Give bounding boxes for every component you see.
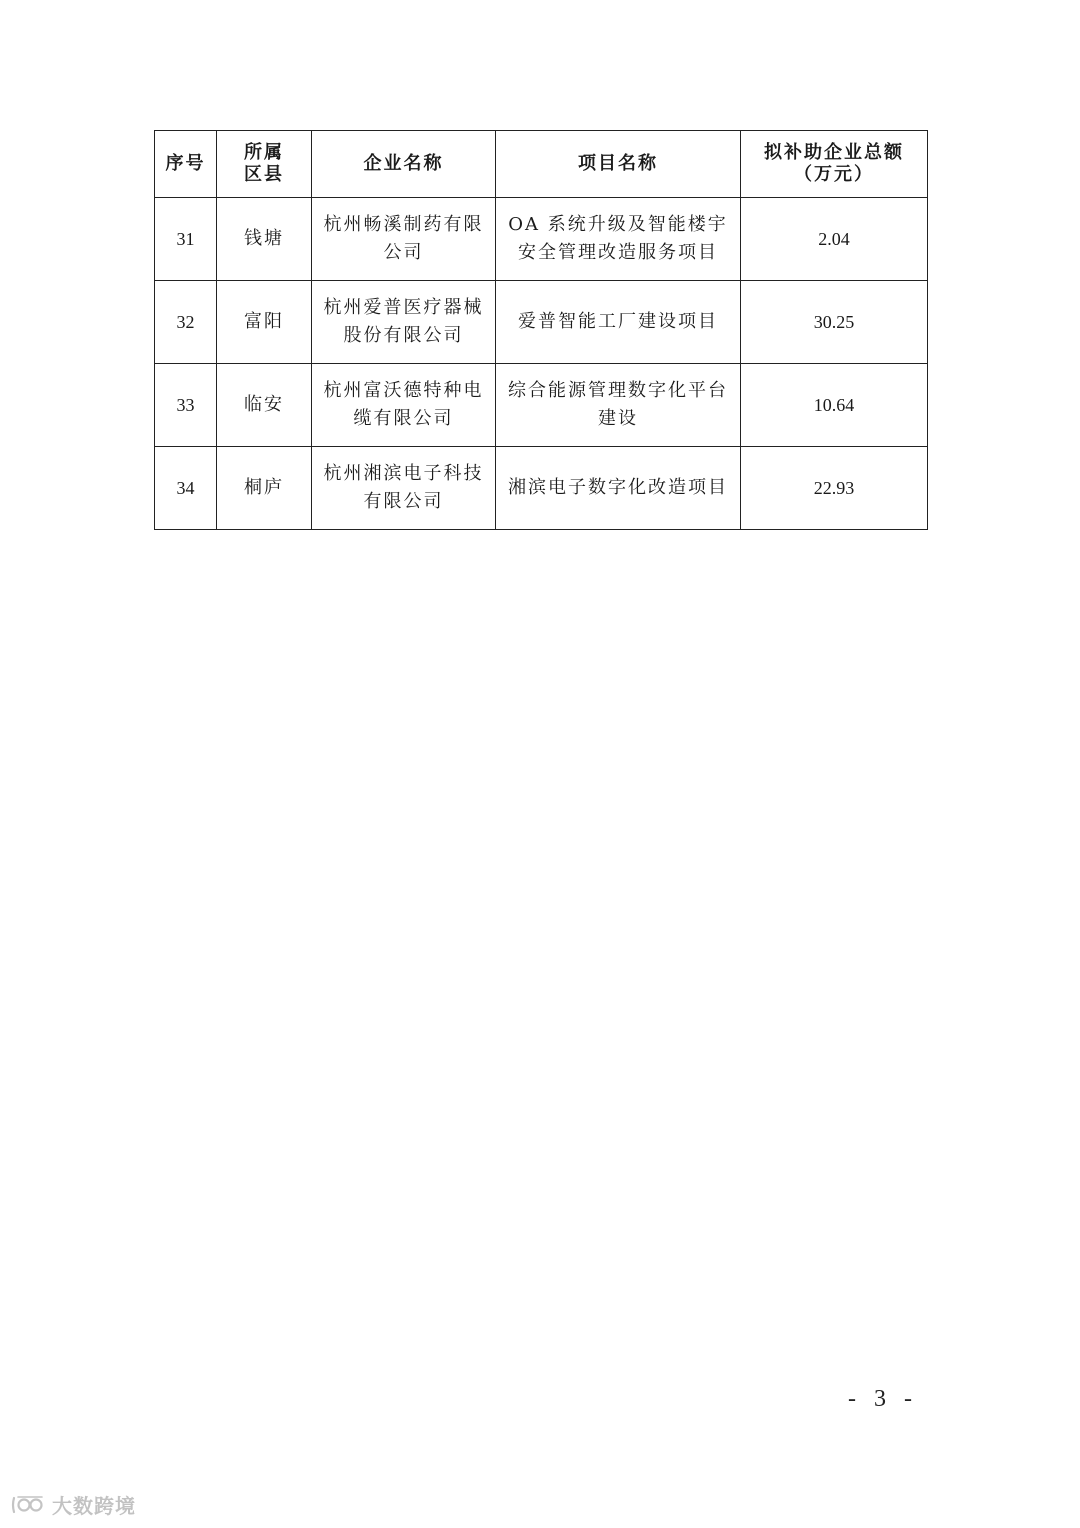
cell-project: OA 系统升级及智能楼宇安全管理改造服务项目 [496, 198, 741, 281]
cell-seq: 34 [155, 447, 217, 530]
cell-company: 杭州富沃德特种电缆有限公司 [312, 364, 496, 447]
cell-company: 杭州爱普医疗器械股份有限公司 [312, 281, 496, 364]
header-company: 企业名称 [312, 131, 496, 198]
cell-project: 湘滨电子数字化改造项目 [496, 447, 741, 530]
cell-amount: 30.25 [741, 281, 928, 364]
header-amount-line2: （万元） [794, 164, 874, 185]
cell-project: 爱普智能工厂建设项目 [496, 281, 741, 364]
cell-district: 钱塘 [217, 198, 312, 281]
table-header-row [155, 131, 928, 198]
cell-amount: 2.04 [741, 198, 928, 281]
table-row [155, 281, 928, 364]
table-row [155, 447, 928, 530]
cell-district: 临安 [217, 364, 312, 447]
subsidy-table [154, 130, 928, 530]
cell-seq: 33 [155, 364, 217, 447]
cell-district: 富阳 [217, 281, 312, 364]
cell-amount: 22.93 [741, 447, 928, 530]
header-seq: 序号 [155, 131, 217, 198]
header-district [217, 131, 312, 198]
brand-logo-icon [10, 1494, 46, 1516]
cell-company: 杭州湘滨电子科技有限公司 [312, 447, 496, 530]
table-row [155, 198, 928, 281]
header-district-line1: 所属 [244, 142, 284, 163]
page-number: - 3 - [848, 1386, 918, 1412]
header-project: 项目名称 [496, 131, 741, 198]
header-district-line2: 区县 [244, 164, 284, 185]
watermark-text: 大数跨境 [52, 1494, 136, 1518]
cell-seq: 32 [155, 281, 217, 364]
header-amount-line1: 拟补助企业总额 [764, 142, 904, 163]
header-amount [741, 131, 928, 198]
table-row [155, 364, 928, 447]
cell-seq: 31 [155, 198, 217, 281]
cell-project: 综合能源管理数字化平台建设 [496, 364, 741, 447]
cell-district: 桐庐 [217, 447, 312, 530]
watermark [10, 1490, 136, 1519]
cell-amount: 10.64 [741, 364, 928, 447]
cell-company: 杭州畅溪制药有限公司 [312, 198, 496, 281]
